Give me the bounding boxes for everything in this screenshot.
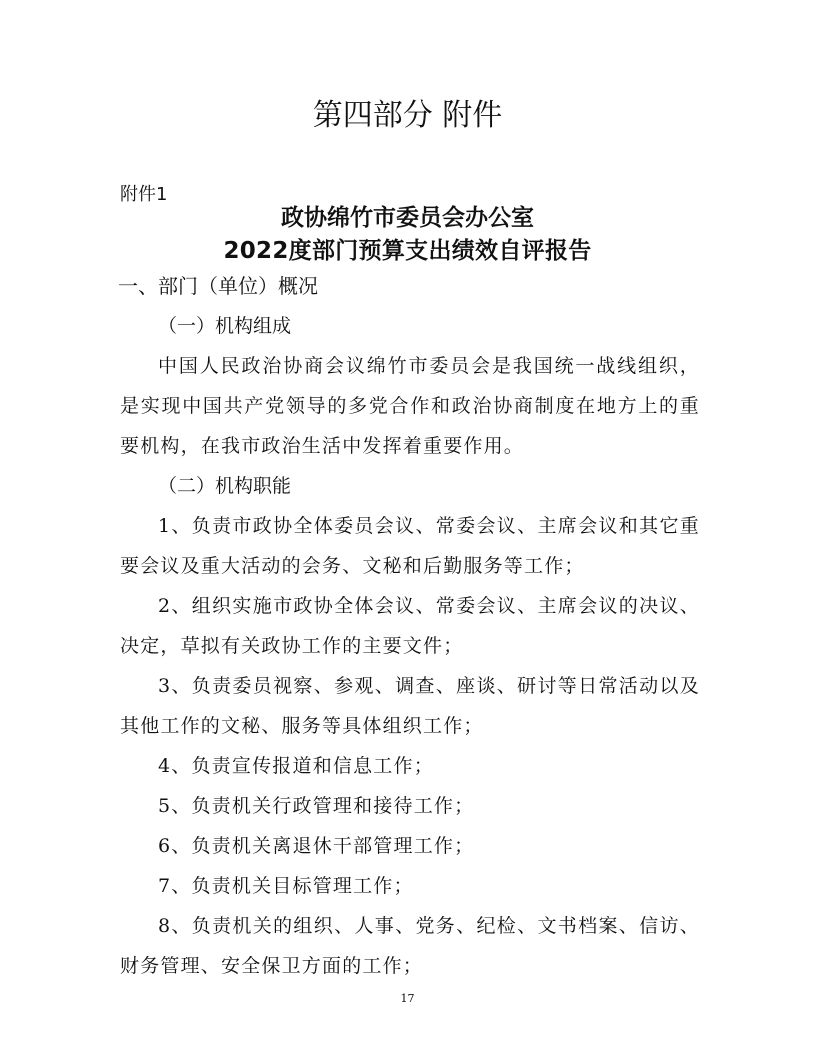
list-item: 5、负责机关行政管理和接待工作；: [158, 795, 475, 817]
list-item: 1、负责市政协全体委员会议、常委会议、主席会议和其它重要会议及重大活动的会务、文秘和后勤服务等工作；: [120, 515, 700, 577]
list-item: 6、负责机关离退休干部管理工作；: [158, 835, 475, 857]
document-body: [120, 306, 700, 986]
subsection-heading: （一）机构组成: [158, 315, 292, 337]
attachment-label: 附件1: [120, 184, 168, 205]
list-item: 8、负责机关的组织、人事、党务、纪检、文书档案、信访、财务管理、安全保卫方面的工作；: [120, 915, 700, 977]
list-item: 2、组织实施市政协全体会议、常委会议、主席会议的决议、决定，草拟有关政协工作的主要文件；: [120, 595, 700, 657]
report-title-line-2: 2022度部门预算支出绩效自评报告: [223, 238, 592, 264]
subsection-heading: （二）机构职能: [158, 475, 292, 497]
report-title-line-1: 政协绵竹市委员会办公室: [281, 205, 534, 231]
list-item: 7、负责机关目标管理工作；: [158, 875, 414, 897]
part-title: 第四部分 附件: [312, 98, 503, 133]
list-item: 3、负责委员视察、参观、调查、座谈、研讨等日常活动以及其他工作的文秘、服务等具体组织工作；: [120, 675, 700, 737]
section-heading: 一、部门（单位）概况: [118, 274, 318, 298]
paragraph: 中国人民政治协商会议绵竹市委员会是我国统一战线组织，是实现中国共产党领导的多党合作和政治协商制度在地方上的重要机构，在我市政治生活中发挥着重要作用。: [120, 355, 700, 457]
list-item: 4、负责宣传报道和信息工作；: [158, 755, 434, 777]
page-number: 17: [400, 992, 415, 1005]
